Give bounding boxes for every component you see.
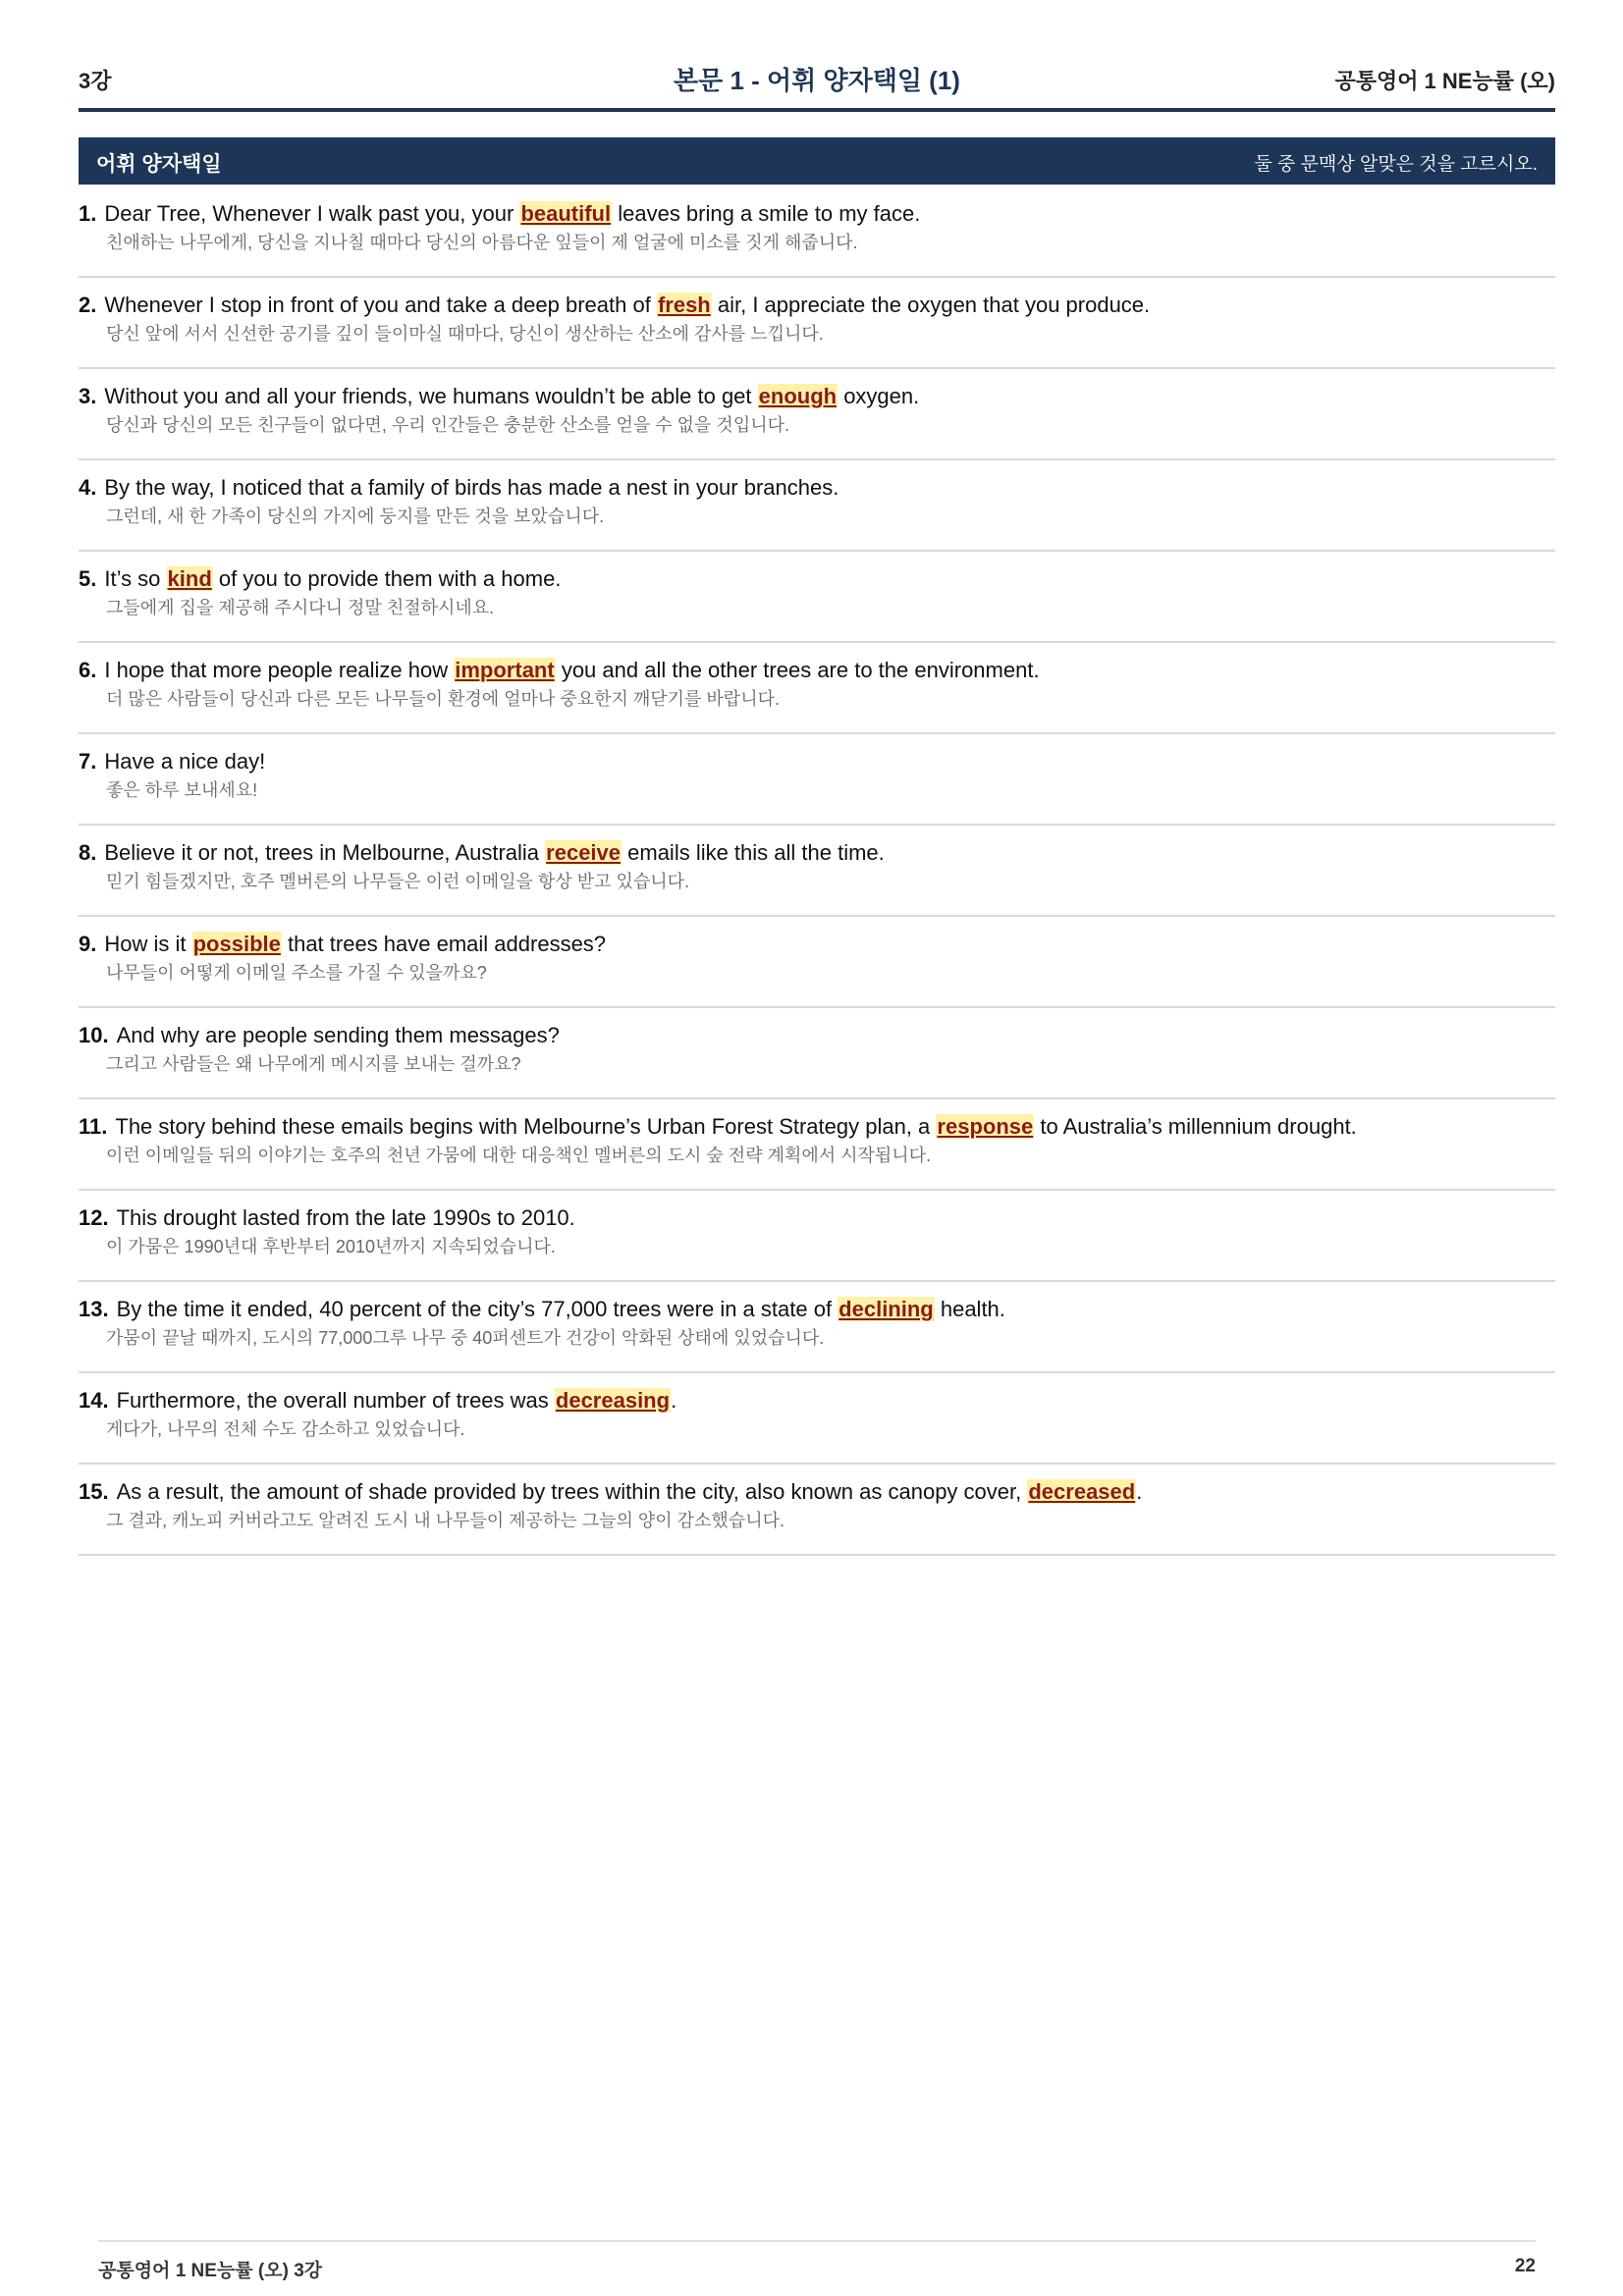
- english-sentence: [79, 1203, 575, 1233]
- item-number: 3.: [79, 384, 97, 408]
- lesson-number: 3강: [79, 69, 112, 93]
- korean-translation: 그들에게 집을 제공해 주시다니 정말 친절하시네요.: [106, 598, 495, 617]
- item-number: 5.: [79, 566, 97, 591]
- korean-translation: 당신 앞에 서서 신선한 공기를 깊이 들이마실 때마다, 당신이 생산하는 산소에 감사를 느낍니다.: [106, 324, 824, 344]
- korean-translation: 그런데, 새 한 가족이 당신의 가지에 둥지를 만든 것을 보았습니다.: [106, 507, 605, 526]
- page-number: 22: [1514, 2256, 1536, 2276]
- answer-word: possible: [192, 932, 281, 956]
- answer-word: decreased: [1028, 1479, 1136, 1504]
- sentence-item: [79, 1008, 1555, 1099]
- section-header: [79, 137, 1555, 185]
- sentence-text-before: By the time it ended, 40 percent of the city’s 77,000 trees were in a state of: [116, 1297, 839, 1321]
- sentence-item: [79, 1099, 1555, 1191]
- sentence-text-after: oxygen.: [838, 384, 920, 408]
- sentence-item: [79, 552, 1555, 643]
- korean-translation: 이 가뭄은 1990년대 후반부터 2010년까지 지속되었습니다.: [106, 1237, 556, 1256]
- korean-translation: 더 많은 사람들이 당신과 다른 모든 나무들이 환경에 얼마나 중요한지 깨닫기를 바랍니다.: [106, 689, 780, 709]
- sentence-text-after: to Australia’s millennium drought.: [1034, 1114, 1357, 1139]
- answer-word: enough: [758, 384, 838, 408]
- footer-book-title: 공통영어 1 NE능률 (오) 3강: [98, 2261, 323, 2281]
- english-sentence: [79, 656, 1040, 685]
- korean-translation: 나무들이 어떻게 이메일 주소를 가질 수 있을까요?: [106, 963, 487, 983]
- answer-word: receive: [546, 840, 622, 865]
- item-number: 2.: [79, 293, 97, 317]
- sentence-text-after: leaves bring a smile to my face.: [612, 201, 921, 226]
- item-number: 14.: [79, 1388, 109, 1413]
- sentence-text-before: Have a nice day!: [104, 749, 266, 774]
- sentence-item: [79, 1465, 1555, 1556]
- korean-translation: 믿기 힘들겠지만, 호주 멜버른의 나무들은 이런 이메일을 항상 받고 있습니다.: [106, 872, 690, 891]
- sentence-text-after: .: [1136, 1479, 1143, 1504]
- page-footer: [98, 2240, 1536, 2281]
- sentence-item: [79, 1282, 1555, 1373]
- sentence-item: [79, 278, 1555, 369]
- sentence-text-before: Dear Tree, Whenever I walk past you, your: [104, 201, 520, 226]
- sentence-text-before: The story behind these emails begins with Melbourne’s Urban Forest Strategy plan, a: [115, 1114, 937, 1139]
- item-number: 11.: [79, 1114, 108, 1139]
- item-number: 4.: [79, 475, 97, 500]
- english-sentence: [79, 838, 885, 868]
- item-number: 1.: [79, 201, 97, 226]
- sentence-text-after: emails like this all the time.: [622, 840, 885, 865]
- sentence-item: [79, 826, 1555, 917]
- answer-word: declining: [839, 1297, 934, 1321]
- sentence-item: [79, 734, 1555, 826]
- english-sentence: [79, 1386, 676, 1415]
- item-number: 6.: [79, 658, 97, 682]
- answer-word: response: [937, 1114, 1034, 1139]
- sentence-text-before: As a result, the amount of shade provided by trees within the city, also known as canopy cover,: [116, 1479, 1028, 1504]
- sentence-text-after: air, I appreciate the oxygen that you produce.: [711, 293, 1151, 317]
- page-header: [79, 59, 1555, 112]
- sentence-text-before: This drought lasted from the late 1990s to 2010.: [116, 1205, 575, 1230]
- sentence-text-before: Whenever I stop in front of you and take a deep breath of: [104, 293, 657, 317]
- english-sentence: [79, 1477, 1142, 1507]
- sentence-text-after: .: [671, 1388, 677, 1413]
- korean-translation: 가뭄이 끝날 때까지, 도시의 77,000그루 나무 중 40퍼센트가 건강이 악화된 상태에 있었습니다.: [106, 1328, 825, 1348]
- sentence-item: [79, 369, 1555, 460]
- sentence-text-before: Believe it or not, trees in Melbourne, Australia: [104, 840, 546, 865]
- section-instruction: 둘 중 문맥상 알맞은 것을 고르시오.: [1254, 154, 1538, 175]
- worksheet-page: [79, 0, 1555, 2296]
- page-title: 본문 1 - 어휘 양자택일 (1): [674, 66, 960, 95]
- sentence-item: [79, 187, 1555, 278]
- answer-word: important: [455, 658, 555, 682]
- sentence-item: [79, 917, 1555, 1008]
- korean-translation: 당신과 당신의 모든 친구들이 없다면, 우리 인간들은 충분한 산소를 얻을 수 없을 것입니다.: [106, 415, 789, 435]
- sentence-list: [79, 187, 1555, 1556]
- english-sentence: [79, 930, 606, 959]
- english-sentence: [79, 1021, 560, 1050]
- english-sentence: [79, 747, 265, 776]
- sentence-text-after: health.: [934, 1297, 1005, 1321]
- korean-translation: 친애하는 나무에게, 당신을 지나칠 때마다 당신의 아름다운 잎들이 제 얼굴에 미소를 짓게 해줍니다.: [106, 233, 858, 252]
- answer-word: fresh: [657, 293, 711, 317]
- english-sentence: [79, 1295, 1005, 1324]
- english-sentence: [79, 382, 919, 411]
- sentence-text-before: How is it: [104, 932, 192, 956]
- answer-word: kind: [167, 566, 212, 591]
- answer-word: decreasing: [555, 1388, 671, 1413]
- sentence-text-before: I hope that more people realize how: [104, 658, 455, 682]
- item-number: 13.: [79, 1297, 109, 1321]
- sentence-text-before: It’s so: [104, 566, 167, 591]
- english-sentence: [79, 291, 1150, 320]
- answer-word: beautiful: [520, 201, 612, 226]
- book-title: 공통영어 1 NE능률 (오): [1334, 69, 1555, 93]
- sentence-item: [79, 1191, 1555, 1282]
- item-number: 15.: [79, 1479, 109, 1504]
- item-number: 7.: [79, 749, 97, 774]
- sentence-text-before: By the way, I noticed that a family of birds has made a nest in your branches.: [104, 475, 839, 500]
- item-number: 12.: [79, 1205, 109, 1230]
- sentence-text-before: Furthermore, the overall number of trees was: [116, 1388, 555, 1413]
- korean-translation: 게다가, 나무의 전체 수도 감소하고 있었습니다.: [106, 1419, 465, 1439]
- section-label: 어휘 양자택일: [96, 153, 222, 176]
- sentence-item: [79, 1373, 1555, 1465]
- english-sentence: [79, 1112, 1357, 1142]
- item-number: 9.: [79, 932, 97, 956]
- sentence-item: [79, 460, 1555, 552]
- korean-translation: 그리고 사람들은 왜 나무에게 메시지를 보내는 걸까요?: [106, 1054, 521, 1074]
- sentence-text-before: Without you and all your friends, we humans wouldn’t be able to get: [104, 384, 758, 408]
- sentence-text-after: of you to provide them with a home.: [212, 566, 562, 591]
- sentence-text-after: you and all the other trees are to the environment.: [555, 658, 1040, 682]
- item-number: 8.: [79, 840, 97, 865]
- korean-translation: 그 결과, 캐노피 커버라고도 알려진 도시 내 나무들이 제공하는 그늘의 양이 감소했습니다.: [106, 1511, 784, 1530]
- english-sentence: [79, 199, 920, 229]
- sentence-text-before: And why are people sending them messages?: [116, 1023, 560, 1047]
- english-sentence: [79, 564, 561, 594]
- korean-translation: 좋은 하루 보내세요!: [106, 780, 258, 800]
- english-sentence: [79, 473, 839, 503]
- korean-translation: 이런 이메일들 뒤의 이야기는 호주의 천년 가뭄에 대한 대응책인 멜버른의 도시 숲 전략 계획에서 시작됩니다.: [106, 1146, 932, 1165]
- sentence-item: [79, 643, 1555, 734]
- sentence-text-after: that trees have email addresses?: [281, 932, 607, 956]
- item-number: 10.: [79, 1023, 109, 1047]
